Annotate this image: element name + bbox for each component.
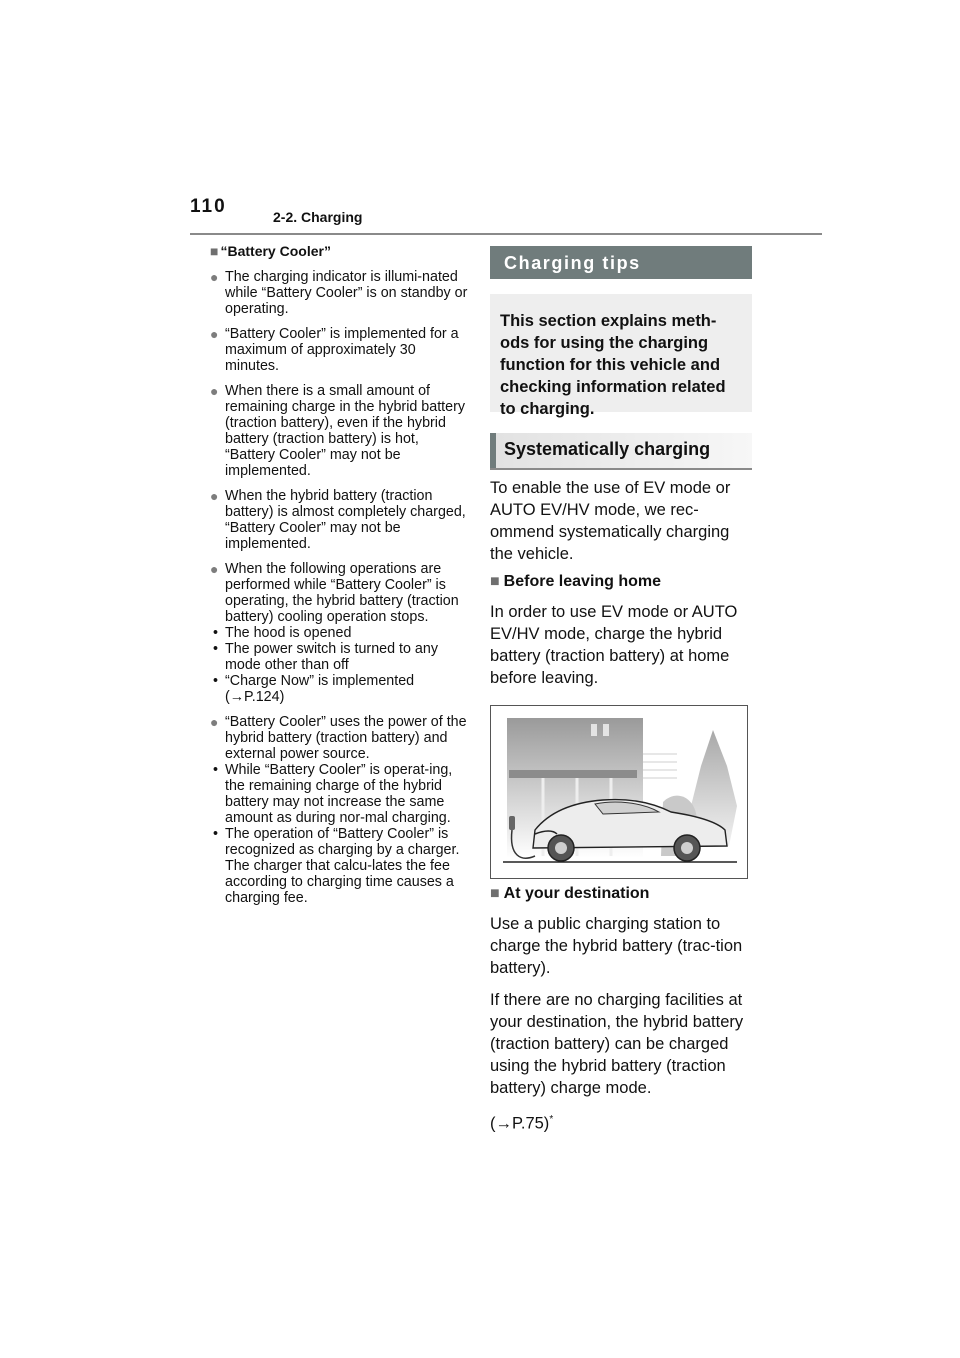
- dot-bullet-icon: ●: [210, 488, 219, 504]
- sub-item-text: While “Battery Cooler” is operat-ing, the remaining charge of the hybrid battery may not increase the same amount as during nor-mal charging.: [225, 762, 453, 826]
- list-item-text: When the hybrid battery (traction battery) is almost completely charged, “Battery Cooler” may not be implemented.: [225, 488, 466, 552]
- sub-item-text: The operation of “Battery Cooler” is recognized as charging by a charger. The charger that calcu-lates the fee according to charging time causes a charging fee.: [225, 826, 460, 906]
- heading-underline: [490, 468, 752, 470]
- charging-illustration: [490, 705, 748, 879]
- sub-heading-text: Before leaving home: [503, 573, 662, 590]
- square-bullet-icon: ■: [490, 885, 500, 902]
- left-column: [210, 240, 468, 915]
- square-bullet-icon: ■: [490, 573, 500, 590]
- paragraph: If there are no charging facilities at your destination, the hybrid battery (traction battery) can be charged using the hybrid battery (traction battery) charge mode.: [490, 991, 744, 1097]
- sub-list-item: [210, 625, 468, 641]
- reference-text: (→P.75): [490, 1114, 550, 1133]
- before-leaving-home-heading: [490, 573, 752, 591]
- systematically-charging-heading: [490, 433, 752, 468]
- dot-bullet-icon: ●: [210, 326, 219, 342]
- list-item: [210, 326, 468, 374]
- page-number: 110: [190, 196, 227, 217]
- sub-list-item: [210, 762, 468, 826]
- sub-list-item: [210, 826, 468, 906]
- paragraph: To enable the use of EV mode or AUTO EV/HV mode, we rec-ommend systematically charging the vehicle.: [490, 479, 731, 563]
- section-breadcrumb: 2-2. Charging: [273, 209, 363, 225]
- intro-box: This section explains meth-ods for using the charging function for this vehicle and checking information related to charging.: [490, 294, 752, 412]
- sub-bullet-icon: •: [213, 673, 219, 689]
- right-column: [490, 246, 752, 1135]
- section-title: Systematically charging: [504, 439, 711, 459]
- sub-list-item: [210, 673, 468, 705]
- sub-bullet-icon: •: [213, 625, 219, 641]
- battery-cooler-heading: [210, 243, 468, 259]
- paragraph: In order to use EV mode or AUTO EV/HV mode, charge the hybrid battery (traction battery) at home before leaving.: [490, 603, 738, 687]
- dot-bullet-icon: ●: [210, 269, 219, 285]
- sub-item-text: The hood is opened: [225, 625, 352, 641]
- sub-bullet-icon: •: [213, 762, 219, 778]
- sub-heading-text: At your destination: [503, 885, 650, 902]
- sub-item-text: The power switch is turned to any mode other than off: [225, 641, 438, 673]
- list-item: [210, 383, 468, 479]
- list-item-text: “Battery Cooler” uses the power of the hybrid battery (traction battery) and external power source.: [225, 714, 467, 762]
- at-your-destination-heading: [490, 885, 752, 903]
- sub-bullet-icon: •: [213, 641, 219, 657]
- dot-bullet-icon: ●: [210, 561, 219, 577]
- header-divider: [190, 233, 822, 235]
- list-item-text: When the following operations are performed while “Battery Cooler” is operating, the hybrid battery (traction battery) cooling operation stops.: [225, 561, 459, 625]
- paragraph: Use a public charging station to charge the hybrid battery (trac-tion battery).: [490, 915, 743, 977]
- charging-tips-band: Charging tips: [490, 246, 752, 279]
- footnote-marker: *: [549, 1114, 554, 1125]
- list-item: [210, 714, 468, 906]
- list-item-text: When there is a small amount of remaining charge in the hybrid battery (traction battery), even if the hybrid battery (traction battery) is hot, “Battery Cooler” may not be implemented.: [225, 383, 466, 479]
- list-item: [210, 561, 468, 705]
- list-item: [210, 488, 468, 552]
- page-reference: [490, 1109, 752, 1135]
- dot-bullet-icon: ●: [210, 714, 219, 730]
- list-item-text: The charging indicator is illumi-nated while “Battery Cooler” is on standby or operating.: [225, 269, 468, 317]
- sub-list-item: [210, 641, 468, 673]
- list-item: [210, 269, 468, 317]
- sub-item-text: “Charge Now” is implemented (→P.124): [225, 673, 415, 705]
- heading-text: “Battery Cooler”: [220, 243, 331, 259]
- car-charging-at-home-image: [491, 706, 747, 878]
- square-bullet-icon: ■: [210, 243, 219, 259]
- dot-bullet-icon: ●: [210, 383, 219, 399]
- sub-bullet-icon: •: [213, 826, 219, 842]
- list-item-text: “Battery Cooler” is implemented for a maximum of approximately 30 minutes.: [225, 326, 459, 374]
